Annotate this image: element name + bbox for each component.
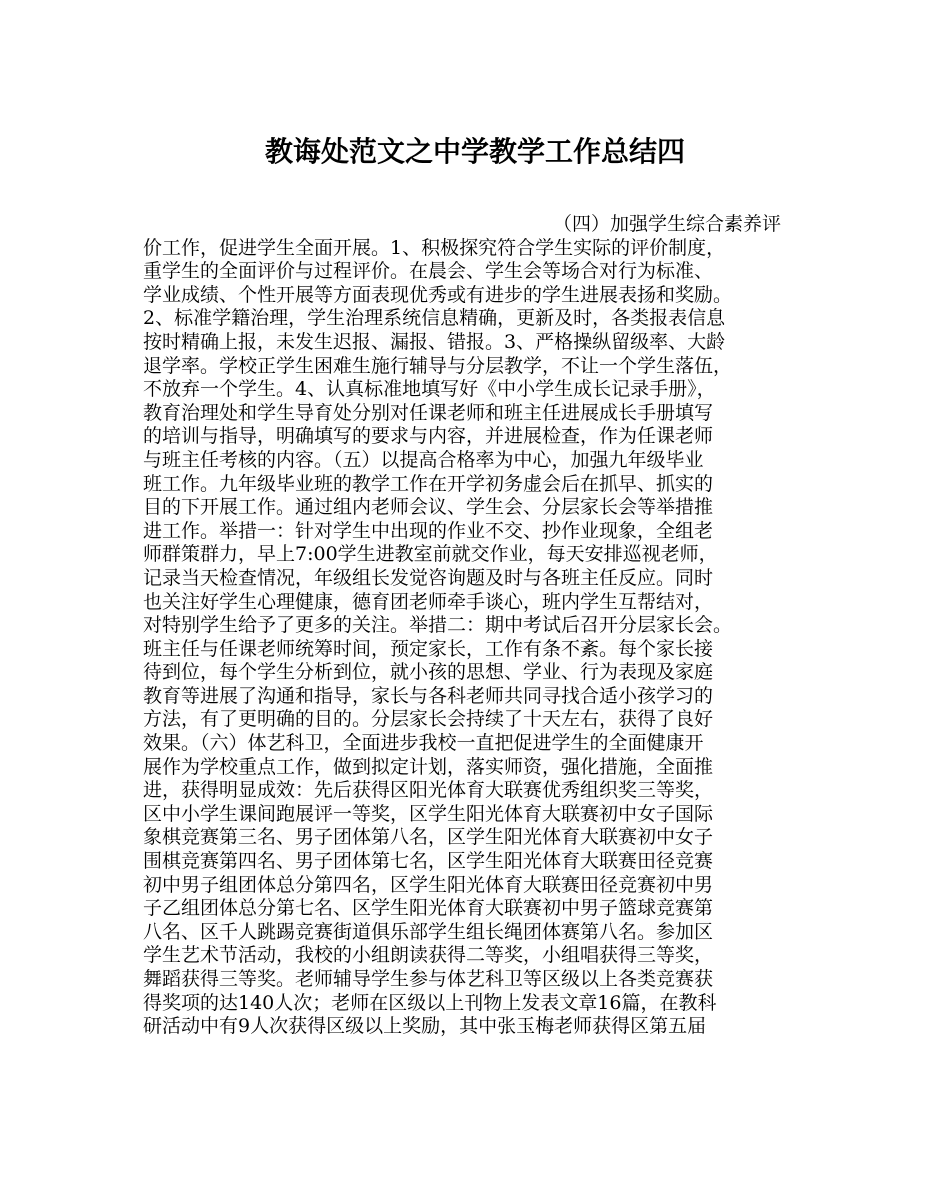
document-body <box>143 213 817 1039</box>
body-line: 围棋竞赛第四名、男子团体第七名，区学生阳光体育大联赛田径竞赛 <box>143 850 714 873</box>
body-line: 班主任与任课老师统筹时间，预定家长，工作有条不紊。每个家长接 <box>143 637 714 660</box>
body-line: 子乙组团体总分第七名、区学生阳光体育大联赛初中男子篮球竞赛第 <box>143 897 714 920</box>
body-line: 舞蹈获得三等奖。老师辅导学生参与体艺科卫等区级以上各类竞赛获 <box>143 968 714 990</box>
body-line: 初中男子组团体总分第四名，区学生阳光体育大联赛田径竞赛初中男 <box>143 873 714 896</box>
body-line: 记录当天检查情况，年级组长发觉咨询题及时与各班主任反应。同时 <box>143 566 714 589</box>
body-line: 进工作。举措一：针对学生中出现的作业不交、抄作业现象，全组老 <box>143 519 714 542</box>
body-line: 班工作。九年级毕业班的教学工作在开学初务虚会后在抓早、抓实的 <box>143 472 714 495</box>
body-line: 教育等进展了沟通和指导，家长与各科老师共同寻找合适小孩学习的 <box>143 684 714 707</box>
body-line: 展作为学校重点工作，做到拟定计划，落实师资，强化措施，全面推 <box>143 755 714 778</box>
body-line: 方法，有了更明确的目的。分层家长会持续了十天左右，获得了良好 <box>143 708 714 731</box>
body-line: 待到位，每个学生分析到位，就小孩的思想、学业、行为表现及家庭 <box>143 661 714 684</box>
body-line: 教育治理处和学生导育处分别对任课老师和班主任进展成长手册填写 <box>143 401 714 424</box>
body-line: 目的下开展工作。通过组内老师会议、学生会、分层家长会等举措推 <box>143 496 714 519</box>
body-line: 按时精确上报，未发生迟报、漏报、错报。3、严格操纵留级率、大龄 <box>143 330 726 353</box>
body-line: 的培训与指导，明确填写的要求与内容，并进展检查，作为任课老师 <box>143 425 714 448</box>
body-line: 区中小学生课间跑展评一等奖，区学生阳光体育大联赛初中女子国际 <box>143 802 714 825</box>
body-line: 研活动中有9人次获得区级以上奖励，其中张玉梅老师获得区第五届 <box>143 1015 707 1038</box>
body-line: 学业成绩、个性开展等方面表现优秀或有进步的学生进展表扬和奖励。 <box>143 283 733 306</box>
body-line: （四）加强学生综合素养评 <box>553 213 782 235</box>
document-title: 教诲处范文之中学教学工作总结四 <box>264 135 685 168</box>
body-line: 效果。（六）体艺科卫，全面进步我校一直把促进学生的全面健康开 <box>143 732 704 755</box>
body-line: 八名、区千人跳踢竞赛街道俱乐部学生组长绳团体赛第八名。参加区 <box>143 920 714 943</box>
body-line: 价工作，促进学生全面开展。1、积极探究符合学生实际的评价制度， <box>143 236 726 259</box>
body-line: 2、标准学籍治理，学生治理系统信息精确，更新及时，各类报表信息 <box>143 307 726 330</box>
body-line: 不放弃一个学生。4、认真标准地填写好《中小学生成长记录手册》， <box>143 378 716 401</box>
body-line: 得奖项的达140人次；老师在区级以上刊物上发表文章16篇，在教科 <box>143 991 717 1014</box>
body-line: 象棋竞赛第三名、男子团体第八名，区学生阳光体育大联赛初中女子 <box>143 826 714 849</box>
body-line: 退学率。学校正学生困难生施行辅导与分层教学，不让一个学生落伍， <box>143 354 733 377</box>
body-line: 对特别学生给予了更多的关注。举措二：期中考试后召开分层家长会。 <box>143 614 733 637</box>
body-line: 师群策群力，早上7:00学生进教室前就交作业，每天安排巡视老师， <box>143 543 718 566</box>
body-line: 也关注好学生心理健康，德育团老师牵手谈心，班内学生互帮结对， <box>143 590 714 613</box>
body-line: 重学生的全面评价与过程评价。在晨会、学生会等场合对行为标准、 <box>143 260 714 283</box>
body-line: 与班主任考核的内容。（五）以提高合格率为中心，加强九年级毕业 <box>143 448 704 471</box>
body-line: 进，获得明显成效：先后获得区阳光体育大联赛优秀组织奖三等奖， <box>143 779 714 802</box>
body-line: 学生艺术节活动，我校的小组朗读获得二等奖，小组唱获得三等奖， <box>143 944 714 967</box>
